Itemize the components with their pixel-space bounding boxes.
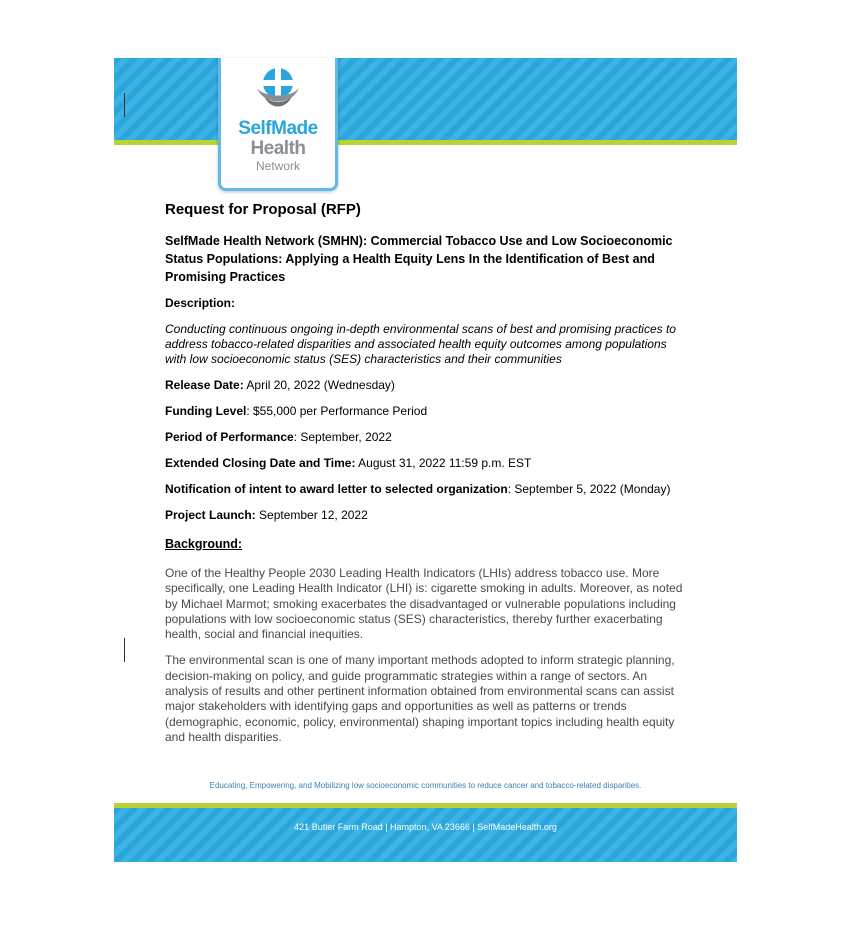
field-label: Notification of intent to award letter to selected organization xyxy=(165,482,508,496)
field-closing-date xyxy=(165,456,690,471)
document-title: Request for Proposal (RFP) xyxy=(165,201,361,218)
footer-tagline: Educating, Empowering, and Mobilizing low socioeconomic communities to reduce cancer and tobacco-related disparities. xyxy=(209,781,642,790)
field-value: April 20, 2022 (Wednesday) xyxy=(243,378,395,392)
field-release-date xyxy=(165,378,690,393)
field-value: : $55,000 per Performance Period xyxy=(246,404,428,418)
logo xyxy=(218,58,338,191)
header-band xyxy=(114,58,737,140)
footer-address: 421 Butler Farm Road | Hampton, VA 23666 | SelfMadeHealth.org xyxy=(294,822,557,832)
background-paragraph-1: One of the Healthy People 2030 Leading Health Indicators (LHIs) address tobacco use. More specifically, one Leading Health Indicator (LHI) is: cigarette smoking in adults. Moreover, as noted by Michael Marmot; smoking exacerbates the disadvantaged or vulnerable populations including populations with low socioeconomic status (SES) characteristics, thereby further exacerbating health, social and financial inequities. xyxy=(165,566,683,642)
text-cursor xyxy=(124,638,125,662)
field-value: : September, 2022 xyxy=(293,430,392,444)
field-label: Release Date: xyxy=(165,378,244,392)
background-paragraph-2: The environmental scan is one of many important methods adopted to inform strategic planning, decision-making on policy, and guide programmatic strategies within a range of sectors. An analysis of results and other pertinent information obtained from environmental scans can assist major stakeholders with identifying gaps and opportunities as well as patterns or trends (demographic, economic, policy, environmental) shaping important topics including health equity and health disparities. xyxy=(165,653,675,744)
logo-text-selfmade: SelfMade xyxy=(238,118,318,139)
field-label: Project Launch: xyxy=(165,508,256,522)
field-period-of-performance xyxy=(165,430,690,445)
logo-text-network: Network xyxy=(255,159,300,173)
field-value: August 31, 2022 11:59 p.m. EST xyxy=(355,456,532,470)
field-label: Period of Performance xyxy=(165,430,294,444)
logo-text-health: Health xyxy=(250,138,306,159)
field-value: September 12, 2022 xyxy=(255,508,368,522)
field-value: : September 5, 2022 (Monday) xyxy=(507,482,671,496)
document-body xyxy=(165,200,690,756)
field-label: Extended Closing Date and Time: xyxy=(165,456,356,470)
text-cursor xyxy=(124,93,125,117)
description-label: Description: xyxy=(165,296,236,310)
header-accent-stripe xyxy=(114,140,737,145)
document-subtitle: SelfMade Health Network (SMHN): Commercial Tobacco Use and Low Socioeconomic Status Populations: Applying a Health Equity Lens In the Identification of Best and Promising Practices xyxy=(165,234,673,284)
field-funding-level xyxy=(165,404,690,419)
description-text: Conducting continuous ongoing in-depth environmental scans of best and promising practices to address tobacco-related disparities and associated health equity outcomes among populations with low socioeconomic status (SES) characteristics and their communities xyxy=(165,322,676,366)
field-project-launch xyxy=(165,508,690,523)
logo-mark-icon xyxy=(252,66,304,118)
field-notification xyxy=(165,482,690,497)
footer-band xyxy=(114,808,737,862)
field-label: Funding Level xyxy=(165,404,247,418)
background-heading: Background: xyxy=(165,537,243,551)
